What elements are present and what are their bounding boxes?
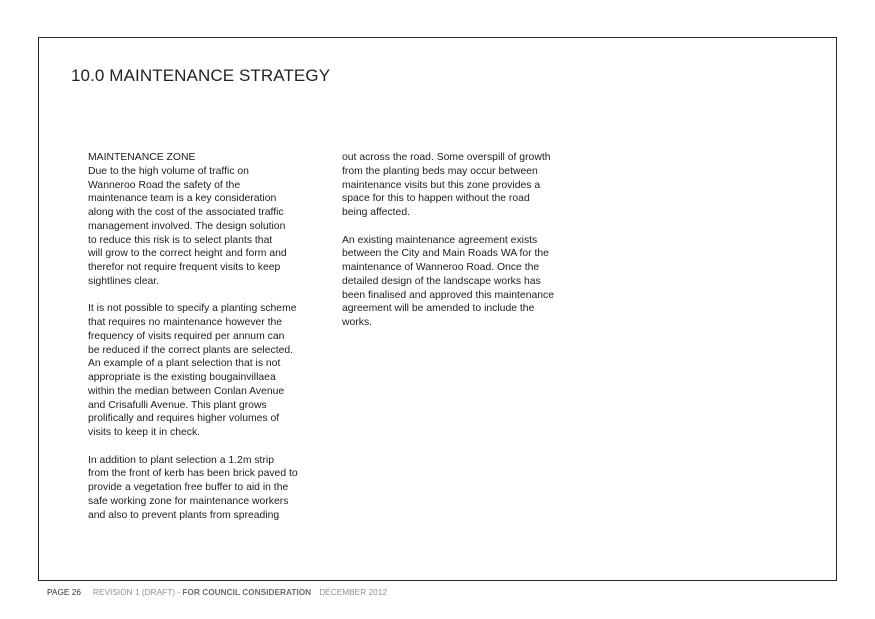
- paragraph-gap: [342, 220, 570, 234]
- page-footer: [47, 587, 387, 597]
- text-line: It is not possible to specify a planting scheme: [88, 303, 297, 315]
- text-line: agreement will be amended to include the: [342, 303, 535, 315]
- text-line: MAINTENANCE ZONE: [88, 152, 196, 163]
- paragraph-gap: [88, 289, 316, 303]
- text-line: out across the road. Some overspill of growth: [342, 152, 551, 163]
- date-label: DECEMBER 2012: [319, 587, 387, 597]
- text-line: be reduced if the correct plants are selected.: [88, 344, 294, 356]
- text-line: maintenance of Wanneroo Road. Once the: [342, 262, 540, 273]
- revision-label: REVISION 1 (DRAFT) -: [92, 587, 183, 597]
- right-text-column: [342, 151, 570, 330]
- status-label: FOR COUNCIL CONSIDERATION: [182, 587, 312, 597]
- page-number: PAGE 26: [47, 587, 81, 597]
- text-line: being affected.: [342, 207, 410, 218]
- text-line: and also to prevent plants from spreading: [88, 509, 280, 521]
- text-line: works.: [342, 317, 373, 328]
- text-line: frequency of visits required per annum can: [88, 330, 285, 342]
- text-line: sightlines clear.: [88, 275, 160, 287]
- text-line: maintenance team is a key consideration: [88, 193, 277, 205]
- text-line: Wanneroo Road the safety of the: [88, 179, 241, 191]
- text-line: between the City and Main Roads WA for the: [342, 248, 549, 260]
- page-title: 10.0 MAINTENANCE STRATEGY: [71, 66, 331, 85]
- text-line: and Crisafulli Avenue. This plant grows: [88, 399, 267, 411]
- text-line: In addition to plant selection a 1.2m strip: [88, 454, 274, 466]
- text-line: management involved. The design solution: [88, 220, 286, 232]
- text-line: maintenance visits but this zone provides a: [342, 179, 541, 191]
- text-line: Due to the high volume of traffic on: [88, 165, 249, 177]
- text-line: from the front of kerb has been brick paved to: [88, 468, 298, 480]
- text-line: to reduce this risk is to select plants that: [88, 234, 273, 246]
- text-line: An existing maintenance agreement exists: [342, 234, 538, 246]
- text-line: will grow to the correct height and form and: [88, 248, 287, 260]
- text-line: safe working zone for maintenance workers: [88, 495, 289, 507]
- paragraph-gap: [88, 440, 316, 454]
- text-line: appropriate is the existing bougainvillaea: [88, 372, 276, 383]
- text-line: An example of a plant selection that is not: [88, 358, 281, 370]
- text-line: visits to keep it in check.: [88, 427, 201, 438]
- text-line: been finalised and approved this maintenance: [342, 289, 555, 301]
- text-line: prolifically and requires higher volumes of: [88, 413, 280, 425]
- text-line: therefor not require frequent visits to keep: [88, 262, 281, 273]
- text-line: along with the cost of the associated traffic: [88, 207, 284, 218]
- text-line: within the median between Conlan Avenue: [88, 385, 285, 397]
- left-text-column: [88, 151, 316, 522]
- text-line: space for this to happen without the road: [342, 193, 530, 205]
- text-line: that requires no maintenance however the: [88, 317, 283, 328]
- text-line: from the planting beds may occur between: [342, 165, 538, 177]
- text-line: provide a vegetation free buffer to aid in the: [88, 482, 289, 493]
- text-line: detailed design of the landscape works has: [342, 275, 541, 287]
